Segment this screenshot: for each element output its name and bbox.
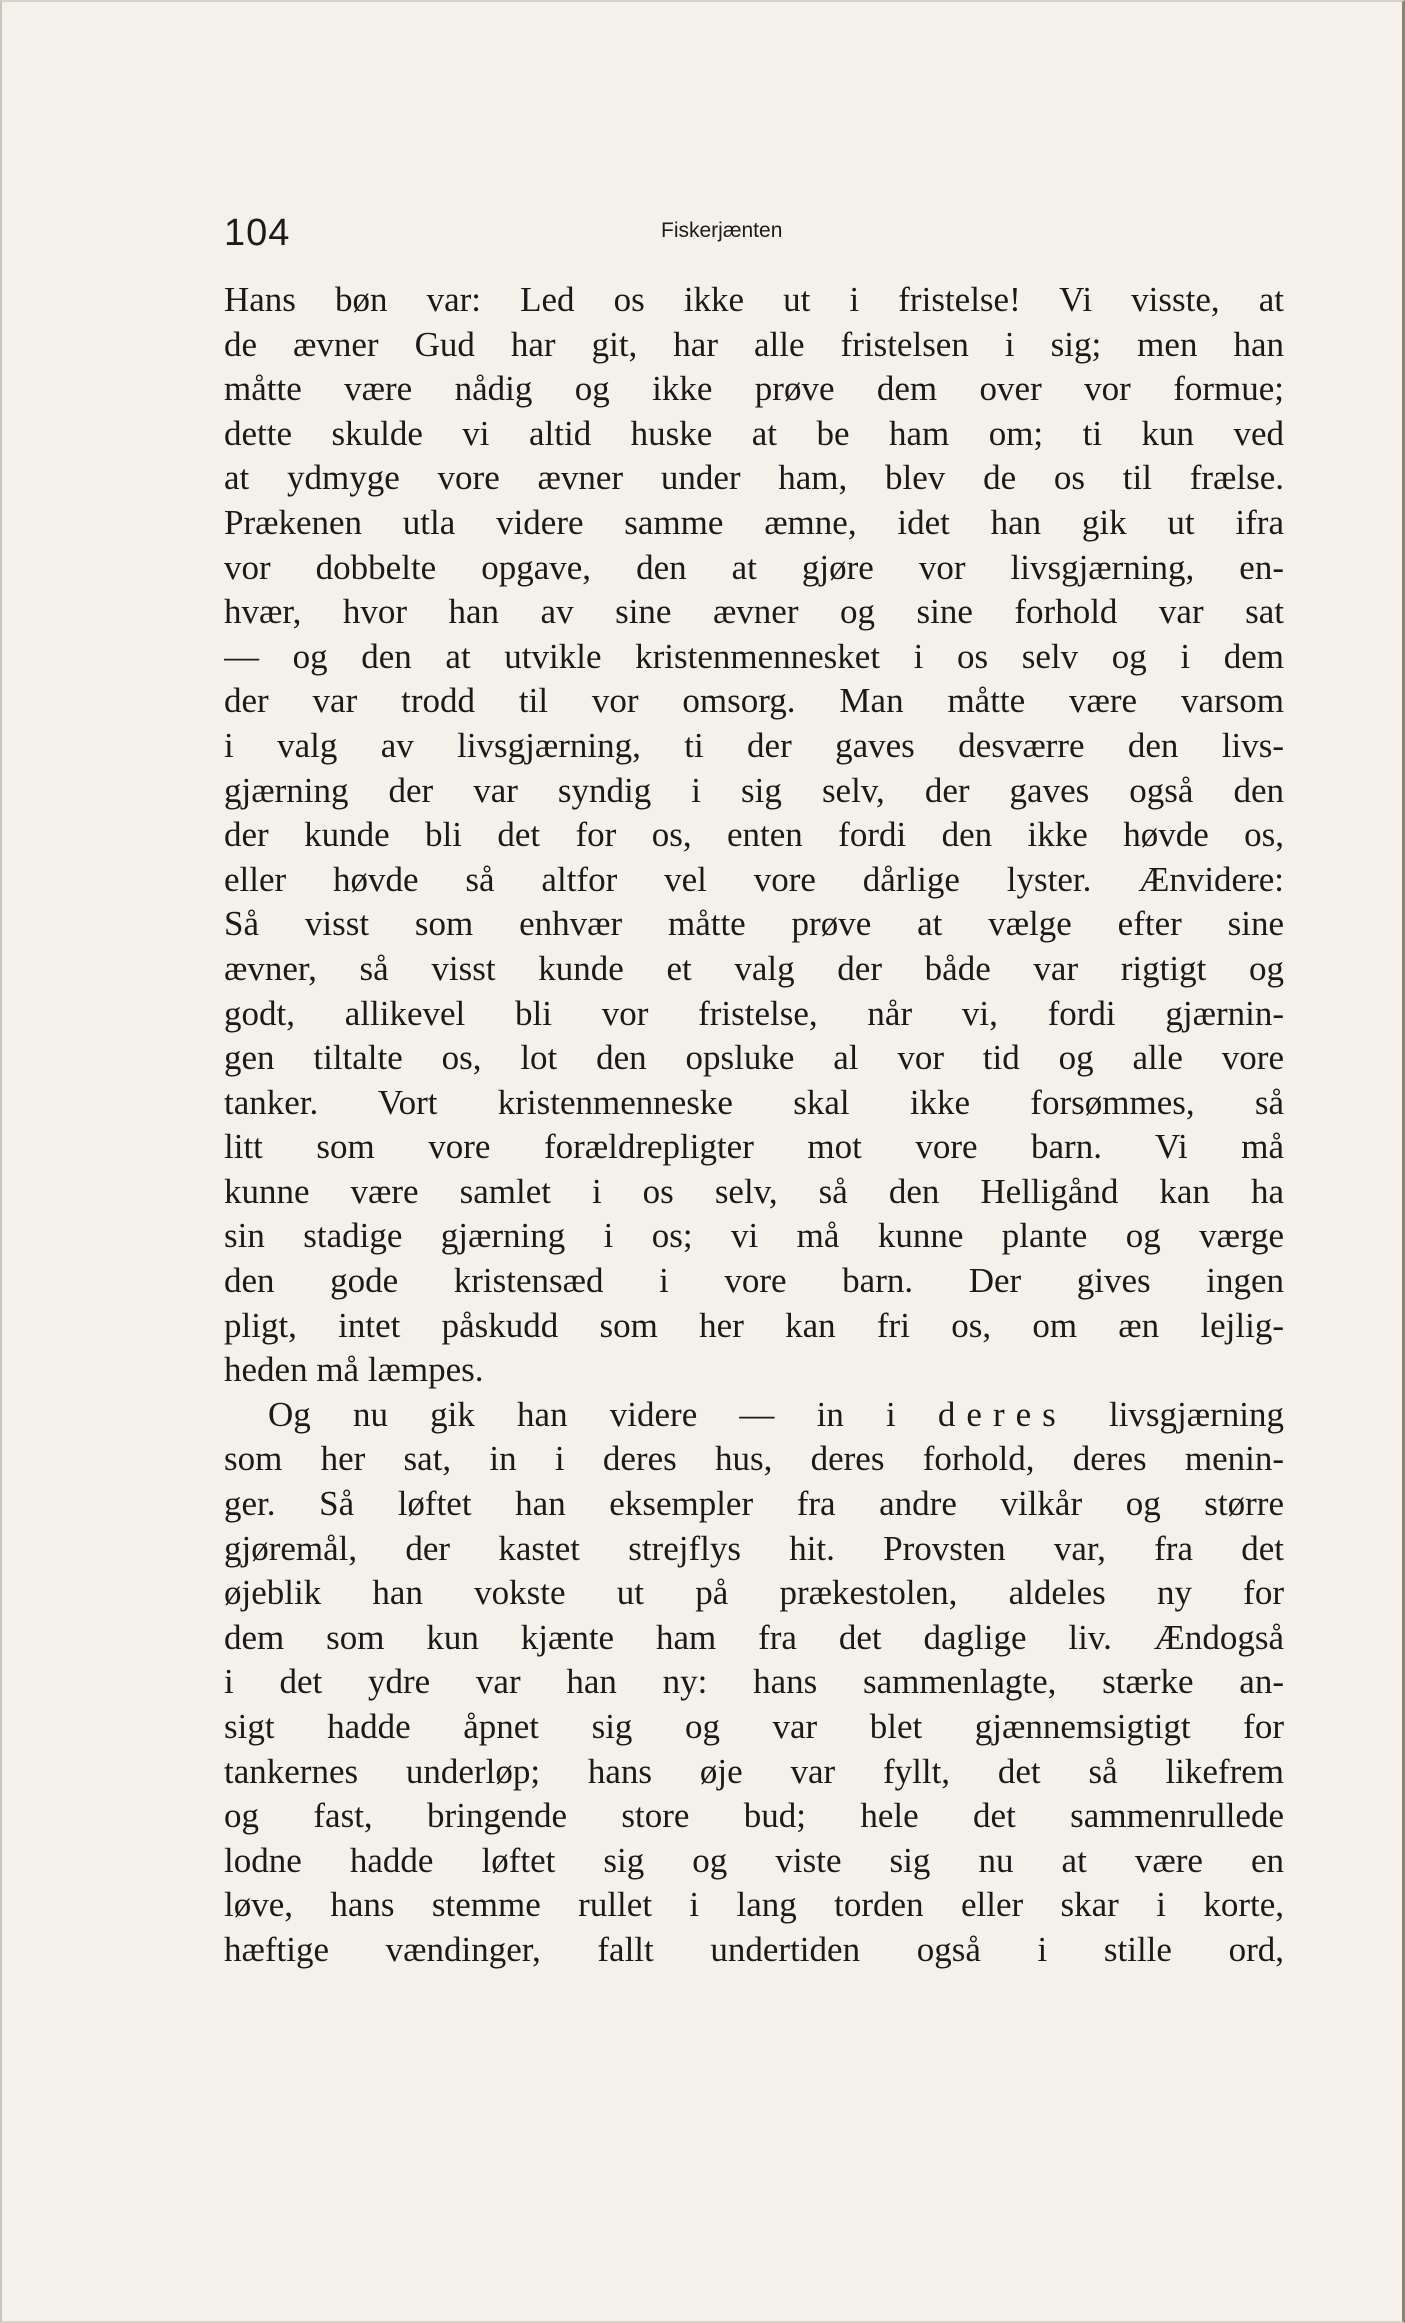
running-title: Fiskerjænten (661, 219, 783, 242)
text-line: i valg av livsgjærning, ti der gaves desværre den livs- (224, 725, 1284, 765)
text-line: at ydmyge vore ævner under ham, blev de os til frælse. (224, 458, 1284, 498)
text-line: Hans bøn var: Led os ikke ut i fristelse! Vi visste, at (224, 280, 1284, 319)
text-line: tankernes underløp; hans øje var fyllt, det så likefrem (224, 1751, 1284, 1791)
text-line: pligt, intet påskudd som her kan fri os, om æn lejlig- (224, 1305, 1284, 1345)
text-line: tanker. Vort kristenmenneske skal ikke forsømmes, så (224, 1082, 1284, 1122)
text-line: hvær, hvor han av sine ævner og sine forhold var sat (224, 592, 1284, 632)
text-line: gen tiltalte os, lot den opsluke al vor tid og alle vore (224, 1038, 1284, 1078)
text-line: ævner, så visst kunde et valg der både var rigtigt og (224, 948, 1284, 988)
text-line: den gode kristensæd i vore barn. Der gives ingen (224, 1261, 1284, 1301)
text-line: — og den at utvikle kristenmennesket i os selv og i dem (224, 636, 1284, 676)
paragraph-2 (224, 1437, 1284, 1972)
page-number: 104 (224, 212, 291, 254)
text-line: de ævner Gud har git, har alle fristelsen i sig; men han (224, 324, 1284, 364)
text-line: Prækenen utla videre samme æmne, idet han gik ut ifra (224, 502, 1284, 542)
text-line: kunne være samlet i os selv, så den Helligånd kan ha (224, 1171, 1284, 1211)
text-line: Så visst som enhvær måtte prøve at vælge efter sine (224, 904, 1284, 944)
text-line: gjærning der var syndig i sig selv, der gaves også den (224, 770, 1284, 810)
text-line: gjøremål, der kastet strejflys hit. Provsten var, fra det (224, 1528, 1284, 1568)
text-line: godt, allikevel bli vor fristelse, når vi, fordi gjærnin- (224, 993, 1284, 1033)
text-line: litt som vore forældrepligter mot vore barn. Vi må (224, 1127, 1284, 1167)
text-line: sigt hadde åpnet sig og var blet gjænnemsigtigt for (224, 1707, 1284, 1746)
text-line-emphasis (224, 1393, 1284, 1438)
text-line: dette skulde vi altid huske at be ham om; ti kun ved (224, 413, 1284, 453)
text-span: livsgjærning (1108, 1394, 1284, 1434)
text-line: ger. Så løftet han eksempler fra andre vilkår og større (224, 1484, 1284, 1524)
text-line: der var trodd til vor omsorg. Man måtte være varsom (224, 681, 1284, 721)
text-line: der kunde bli det for os, enten fordi den ikke høvde os, (224, 815, 1284, 855)
text-line: heden må læmpes. (224, 1350, 484, 1390)
paragraph-1 (224, 278, 1284, 1393)
text-line: vor dobbelte opgave, den at gjøre vor livsgjærning, en- (224, 547, 1284, 587)
page-header (224, 202, 1284, 262)
text-line: hæftige vændinger, fallt undertiden også i stille ord, (224, 1929, 1284, 1969)
text-line: i det ydre var han ny: hans sammenlagte, stærke an- (224, 1662, 1284, 1702)
body-text (224, 278, 1284, 1973)
text-line: måtte være nådig og ikke prøve dem over vor formue; (224, 369, 1284, 409)
text-span: Og nu gik han videre — in i (268, 1394, 896, 1434)
text-line: dem som kun kjænte ham fra det daglige liv. Ændogså (224, 1617, 1284, 1657)
text-line: løve, hans stemme rullet i lang torden eller skar i korte, (224, 1885, 1284, 1925)
text-line: som her sat, in i deres hus, deres forhold, deres menin- (224, 1439, 1284, 1479)
text-line: eller høvde så altfor vel vore dårlige lyster. Ænvidere: (224, 859, 1284, 899)
text-line: øjeblik han vokste ut på prækestolen, aldeles ny for (224, 1573, 1284, 1613)
text-line: lodne hadde løftet sig og viste sig nu at være en (224, 1840, 1284, 1880)
text-line: sin stadige gjærning i os; vi må kunne plante og værge (224, 1216, 1284, 1256)
emphasized-word: deres (937, 1394, 1067, 1434)
text-line: og fast, bringende store bud; hele det sammenrullede (224, 1796, 1284, 1836)
